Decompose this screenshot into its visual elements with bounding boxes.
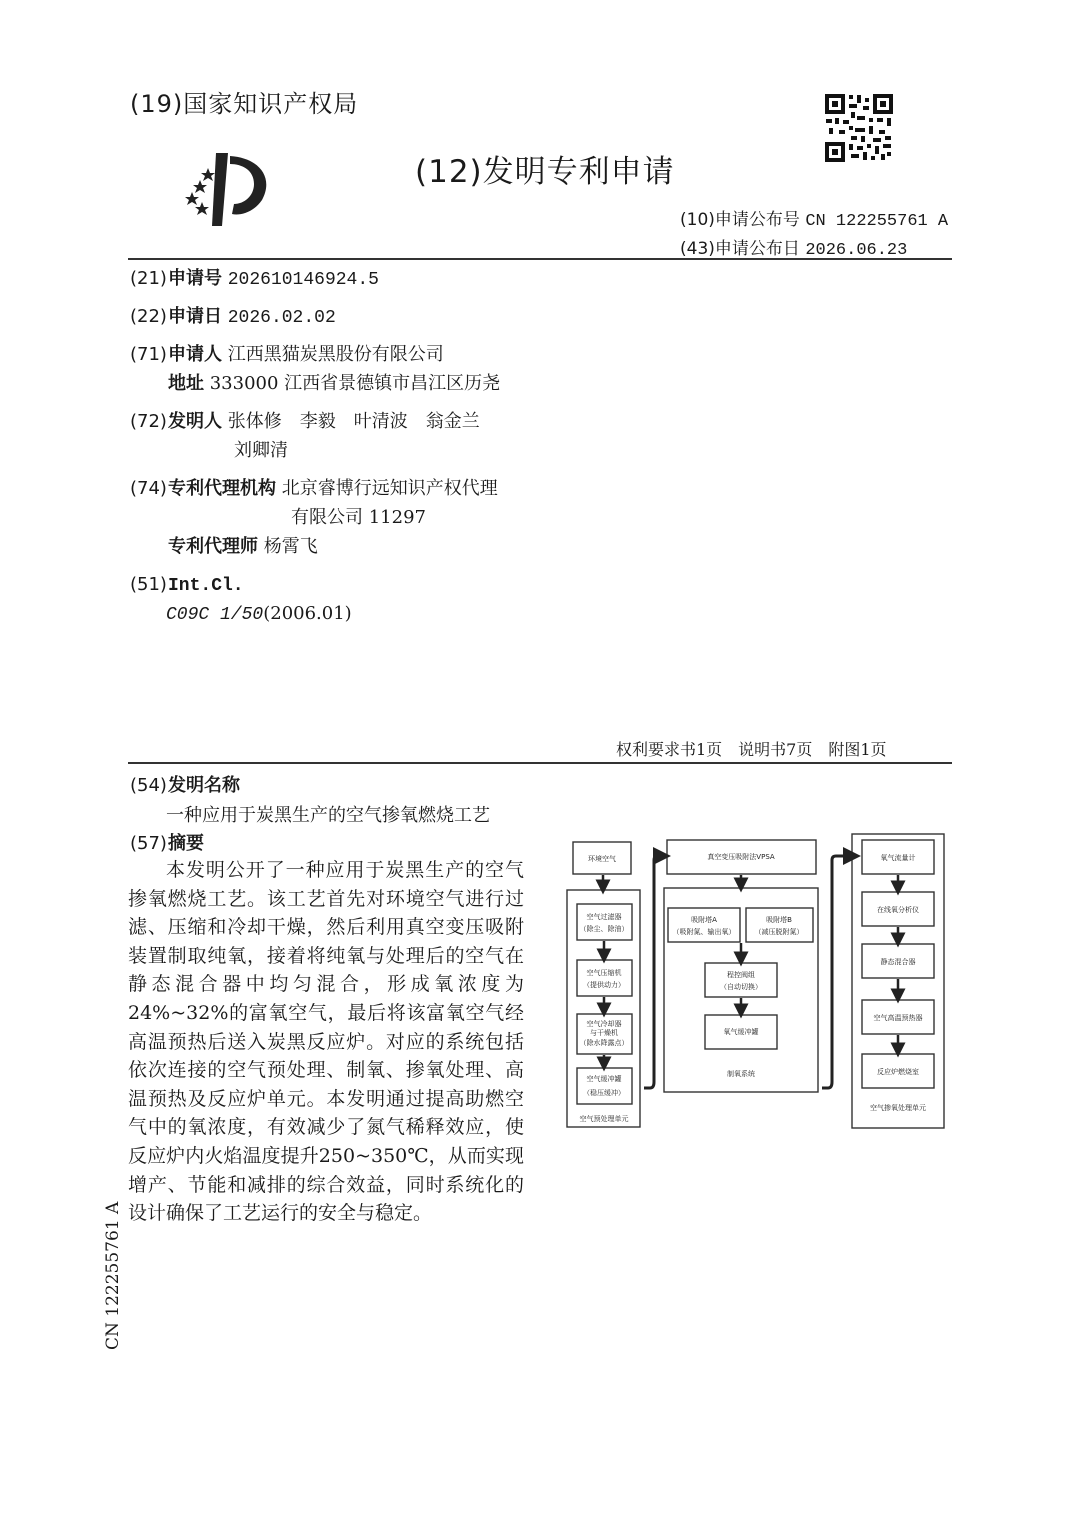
invention-title: 一种应用于炭黑生产的空气掺氧燃烧工艺 [166, 805, 490, 826]
field-label: 地址 [168, 373, 204, 394]
field-code: (72) [130, 411, 167, 432]
cooler-label: 空气冷却器 [586, 1020, 622, 1028]
pre-unit-label: 空气预处理单元 [579, 1115, 629, 1123]
application-date: 2026.02.02 [227, 308, 336, 328]
field-label: 申请号 [168, 268, 222, 289]
env-air-label: 环境空气 [588, 855, 616, 863]
applicant-row [130, 340, 444, 369]
application-date-row [130, 302, 336, 333]
agent-row [168, 532, 318, 561]
air-buffer-sub: （稳压缓冲） [583, 1089, 625, 1097]
header-divider [128, 258, 952, 260]
field-code: (74) [130, 478, 167, 499]
compressor-sub: （提供动力） [583, 981, 625, 989]
side-publication-number: CN 122255761 A [103, 1201, 123, 1350]
tower-a-sub: （吸附氮、输出氧） [672, 928, 736, 936]
filter-sub: （除尘、除油） [579, 925, 629, 933]
vpsa-label: 真空变压吸附法VPSA [707, 853, 775, 861]
cooler-sub: （除水降露点） [579, 1039, 629, 1047]
publication-date-row [680, 234, 907, 260]
field-label: 申请人 [168, 344, 222, 365]
field-code: (71) [130, 344, 167, 365]
compressor-label: 空气压缩机 [586, 969, 622, 977]
agency-row [130, 474, 498, 503]
flowmeter-label: 氧气流量计 [880, 854, 916, 862]
mixer-label: 静态混合器 [880, 958, 916, 966]
field-label: 专利代理机构 [168, 478, 276, 499]
filter-box [577, 904, 632, 940]
address-row [168, 369, 500, 398]
inventor-row [130, 407, 480, 436]
field-label: 发明人 [168, 411, 222, 432]
air-buffer-label: 空气缓冲罐 [586, 1075, 622, 1083]
process-flow-diagram [560, 830, 952, 1140]
publication-number-label: (10)申请公布号 [680, 210, 800, 230]
valve-sub: （自动切换） [720, 983, 762, 991]
analyzer-label: 在线氧分析仪 [877, 906, 919, 914]
intcl-version: (2006.01) [263, 603, 352, 624]
inventor-names: 张体修 李毅 叶清波 翁金兰 [227, 411, 480, 432]
mix-unit-label: 空气掺氧处理单元 [870, 1104, 926, 1112]
abstract-heading [130, 829, 204, 858]
o2-system-label: 制氧系统 [727, 1070, 755, 1078]
publication-number: CN 122255761 A [805, 212, 949, 231]
intcl-class-row [166, 599, 352, 630]
publication-date: 2026.06.23 [805, 241, 908, 260]
inventor-names-continued: 刘卿清 [234, 440, 288, 461]
field-code: (21) [130, 268, 167, 289]
applicant-address: 333000 江西省景德镇市昌江区历尧 [209, 373, 501, 394]
agent-name: 杨霄飞 [263, 536, 318, 557]
tower-a-box [668, 908, 740, 942]
field-label: 专利代理师 [168, 536, 258, 557]
field-label: Int.Cl. [168, 576, 244, 596]
tower-b-box [746, 908, 813, 942]
o2-buffer-label: 氧气缓冲罐 [723, 1028, 759, 1036]
field-label: 发明名称 [168, 775, 240, 796]
agency-name: 北京睿博行远知识产权代理 [281, 478, 498, 499]
abstract-divider [128, 762, 952, 764]
applicant-name: 江西黑猫炭黑股份有限公司 [227, 344, 444, 365]
tower-b-label: 吸附塔B [766, 916, 792, 924]
abstract-text: 本发明公开了一种应用于炭黑生产的空气掺氧燃烧工艺。该工艺首先对环境空气进行过滤、压缩和冷却干燥，然后利用真空变压吸附装置制取纯氧，接着将纯氧与处理后的空气在静态混合器中均匀混合，形成氧浓度为24%~32%的富氧空气，最后将该富氧空气经高温预热后送入炭黑反应炉。对应的系统包括依次连接的空气预处理、制氧、掺氧处理、高温预热及反应炉单元。本发明通过提高助燃空气中的氧浓度，有效减少了氮气稀释效应，使反应炉内火焰温度提升250~350℃，从而实现增产、节能和减排的综合效益，同时系统化的设计确保了工艺运行的安全与稳定。 [128, 859, 524, 1225]
title-heading [130, 771, 240, 800]
cnipa-logo-icon [178, 148, 278, 230]
field-code: (57) [130, 833, 167, 854]
tower-a-label: 吸附塔A [691, 916, 717, 924]
valve-label: 程控阀组 [727, 971, 755, 979]
filter-label: 空气过滤器 [586, 913, 622, 921]
intcl-class: C09C 1/50 [166, 605, 264, 625]
agency-name-continued: 有限公司 11297 [291, 507, 426, 528]
burner-label: 反应炉燃烧室 [877, 1068, 919, 1076]
field-code: (51) [130, 574, 167, 595]
compressor-box [577, 960, 632, 996]
field-label: 申请日 [168, 306, 222, 327]
field-code: (54) [130, 775, 167, 796]
field-code: (22) [130, 306, 167, 327]
page-count-info: 权利要求书1页 说明书7页 附图1页 [616, 740, 887, 759]
tower-b-sub: （减压脱附氮） [754, 928, 804, 936]
office-name: (19)国家知识产权局 [130, 90, 359, 118]
air-buffer-box [577, 1068, 632, 1104]
field-label: 摘要 [168, 833, 204, 854]
valve-box [705, 963, 777, 997]
application-number-row [130, 264, 379, 295]
application-number: 202610146924.5 [227, 270, 379, 290]
publication-date-label: (43)申请公布日 [680, 239, 800, 259]
cooler-label-2: 与干燥机 [590, 1029, 618, 1037]
document-type: (12)发明专利申请 [415, 154, 675, 190]
intcl-row [130, 570, 244, 601]
publication-number-row [680, 205, 948, 231]
preheater-label: 空气高温预热器 [873, 1014, 923, 1022]
qr-code-icon [823, 92, 895, 164]
